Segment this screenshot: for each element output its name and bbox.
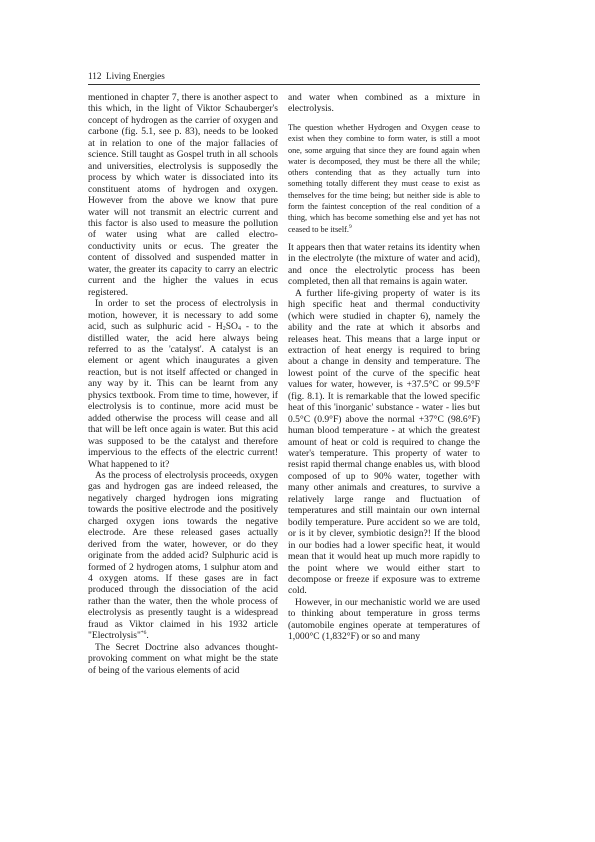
left-column (88, 92, 278, 676)
text-run: . (146, 630, 149, 642)
running-title: Living Energies (106, 71, 165, 81)
quote-text: The question whether Hydrogen and Oxygen cease to exist when they combine to form water, is still a moot one, some arguing that since they are found again when water is decomposed, they must be there all the while; others contending that as they actually turn into something totally different they must cease to exist as themselves for the time being; but neither side is able to form the faintest conception of the real condition of a thing, which has become something else and yet has not ceased to be itself. (288, 122, 480, 234)
running-header (88, 71, 480, 82)
paragraph (88, 298, 278, 470)
subscript: 2 (222, 326, 226, 333)
text-run: In order to set the process of electrolysis in motion, however, it is necessary to add some acid, such as sulphuric acid - H (88, 298, 278, 333)
header-rule (88, 84, 480, 85)
page-number: 112 (88, 71, 102, 81)
paragraph: A further life-giving property of water is its high specific heat and thermal conductivity (which were studied in chapter 6), namely the ability and the rate at which it absorbs and releases heat. This means that a large input or extraction of heat energy is required to bring about a change in density and temperature. The lowest point of the curve of the specific heat values for water, however, is +37.5°C or 99.5°F (fig. 8.1). It is remarkable that the lowed specific heat of this 'inorganic' substance - water - lies but 0.5°C (0.9°F) above the normal +37°C (98.6°F) human blood temperature - at which the greatest amount of heat or cold is required to change the water's temperature. This property of water to resist rapid thermal change enables us, with blood composed of up to 90% water, together with many other animals and creatures, to survive a relatively large range and fluctuation of temperatures and still maintain our own internal bodily temperature. Pure accident so we are told, or is it by clever, symbiotic design?! If the blood in our bodies had a lower specific heat, it would mean that it would heat up much more rapidly to the point where we would either start to decompose or freeze if exposure was to extreme cold. (288, 287, 480, 597)
paragraph: It appears then that water retains its identity when in the electrolyte (the mixture of water and acid), and once the electrolytic process has been completed, then all that remains is again water. (288, 241, 480, 288)
text-run: - to the distilled water, the acid here always being referred to as the 'catalyst'. A catalyst is an element or agent which inaugurates a given reaction, but is not itself affected or changed in any way by it. This can be learnt from any physics textbook. From time to time, however, if electrolysis is to continue, more acid must be added otherwise the process will cease and all that will be left once again is water. But this acid was supposed to be the catalyst and therefore impervious to the effects of the electric current! What happened to it? (88, 321, 278, 470)
block-quote (288, 122, 480, 235)
paragraph: However, in our mechanistic world we are used to thinking about temperature in gross terms (automobile engines operate at temperatures of 1,000°C (1,832°F) or so and many (288, 596, 480, 643)
right-column (288, 92, 480, 643)
subscript: 4 (237, 326, 241, 333)
footnote-marker: *6 (140, 630, 147, 637)
paragraph (88, 470, 278, 642)
text-run: SO (225, 321, 238, 333)
paragraph: The Secret Doctrine also advances thought-provoking comment on what might be the state of being of the various elements of acid (88, 641, 278, 676)
paragraph: mentioned in chapter 7, there is another aspect to this which, in the light of Viktor Schauberger's concept of hydrogen as the carrier of oxygen and carbone (fig. 5.1, see p. 83), needs to be looked at in relation to one of the major fallacies of science. Still taught as Gospel truth in all schools and universities, electrolysis is supposedly the process by which water is dissociated into its constituent atoms of hydrogen and oxygen. However from the above we know that pure water will not transmit an electric current and this factor is also used to measure the pollution of water using what are called electro-conductivity units or ecus. The greater the content of dissolved and suspended matter in water, the greater its capacity to carry an electric current and the higher the values in ecus registered. (88, 92, 278, 298)
text-run: As the process of electrolysis proceeds, oxygen gas and hydrogen gas are indeed released, the negatively charged hydrogen ions migrating towards the positive electrode and the positively charged oxygen ions towards the negative electrode. Are these released gases actually derived from the water, however, or do they originate from the added acid? Sulphuric acid is formed of 2 hydrogen atoms, 1 sulphur atom and 4 oxygen atoms. If these gases are in fact produced through the dissociation of the acid rather than the water, then the whole process of electrolysis as presently taught is a widespread fraud as Viktor claimed in his 1932 article "Electrolysis" (88, 469, 278, 642)
paragraph: and water when combined as a mixture in electrolysis. (288, 92, 480, 115)
footnote-marker: 9 (348, 223, 352, 230)
